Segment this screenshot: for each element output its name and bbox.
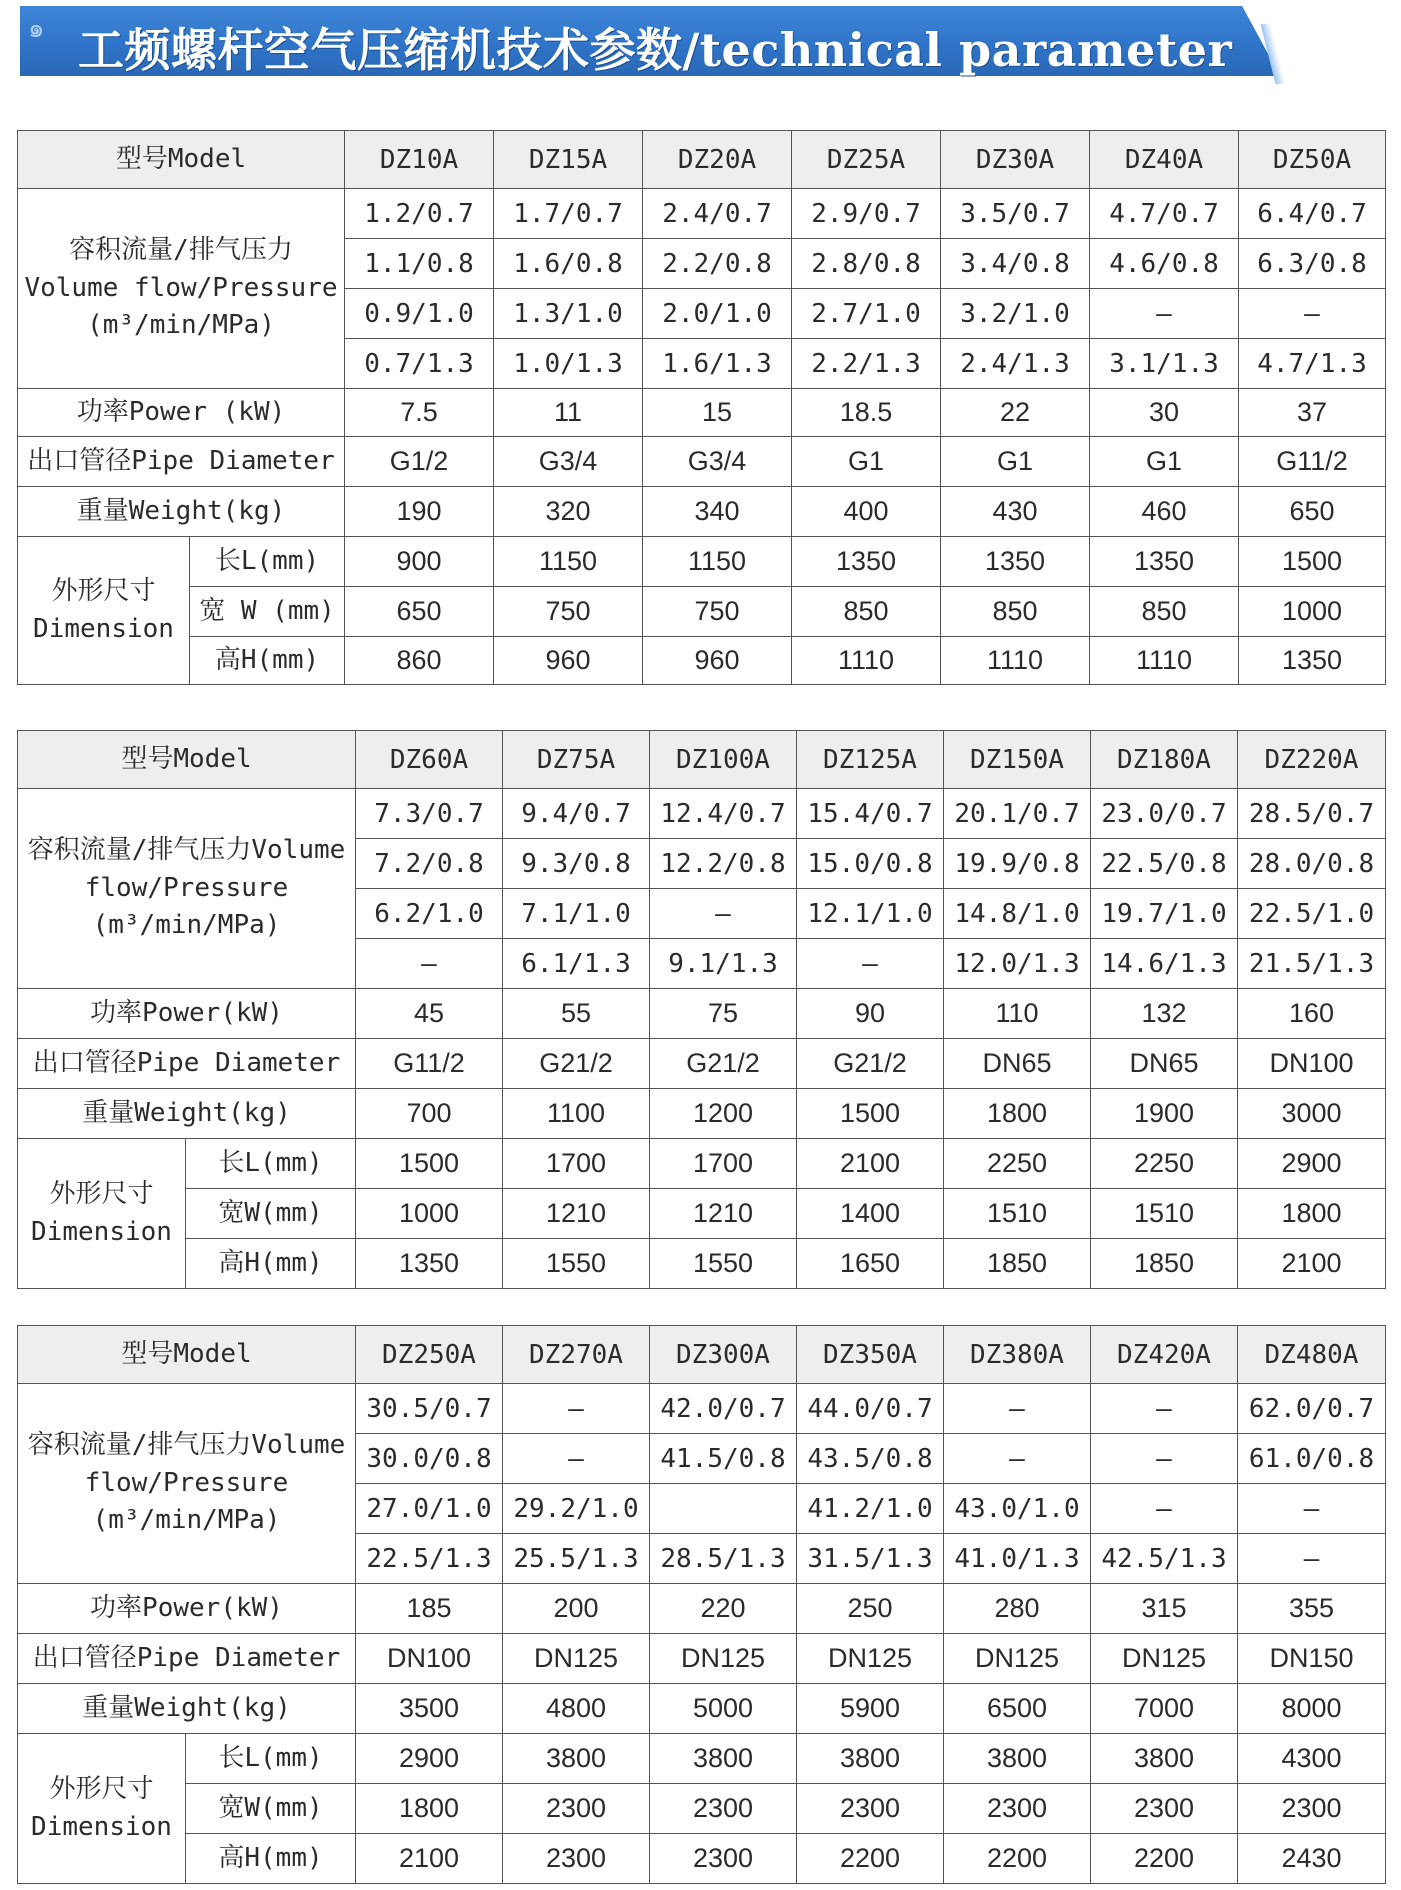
pipe-cell: G1/2: [345, 437, 494, 487]
flow-cell: 28.5/0.7: [1238, 789, 1386, 839]
flow-label: 容积流量/排气压力 Volume flow/Pressure (m³/min/MPa): [18, 189, 345, 389]
model-cell: DZ75A: [503, 731, 650, 789]
model-cell: DZ180A: [1091, 731, 1238, 789]
width-cell: 1210: [503, 1189, 650, 1239]
width-cell: 850: [941, 587, 1090, 637]
power-cell: 280: [944, 1584, 1091, 1634]
pipe-cell: DN65: [1091, 1039, 1238, 1089]
length-label: 长L(mm): [186, 1139, 356, 1189]
flow-cell: 4.7/1.3: [1239, 339, 1386, 389]
model-cell: DZ15A: [494, 131, 643, 189]
spec-table-1: [17, 130, 1386, 685]
weight-label: 重量Weight(kg): [18, 487, 345, 537]
flow-cell: 7.3/0.7: [356, 789, 503, 839]
pipe-cell: G1: [941, 437, 1090, 487]
width-cell: 1800: [356, 1784, 503, 1834]
model-cell: DZ380A: [944, 1326, 1091, 1384]
height-cell: 2430: [1238, 1834, 1386, 1884]
power-cell: 250: [797, 1584, 944, 1634]
length-cell: 2250: [944, 1139, 1091, 1189]
weight-cell: 340: [643, 487, 792, 537]
dimension-label: 外形尺寸 Dimension: [18, 1734, 186, 1884]
width-cell: 2300: [503, 1784, 650, 1834]
flow-cell: 0.9/1.0: [345, 289, 494, 339]
length-cell: 2100: [797, 1139, 944, 1189]
flow-cell: 27.0/1.0: [356, 1484, 503, 1534]
flow-cell: —: [1090, 289, 1239, 339]
model-row: [18, 1326, 1386, 1384]
flow-cell: 12.0/1.3: [944, 939, 1091, 989]
flow-cell: 6.4/0.7: [1239, 189, 1386, 239]
weight-cell: 320: [494, 487, 643, 537]
model-label: 型号Model: [18, 731, 356, 789]
flow-cell: 7.1/1.0: [503, 889, 650, 939]
flow-cell: 23.0/0.7: [1091, 789, 1238, 839]
flow-cell: —: [1238, 1484, 1386, 1534]
flow-cell: 3.1/1.3: [1090, 339, 1239, 389]
model-label: 型号Model: [18, 131, 345, 189]
power-cell: 160: [1238, 989, 1386, 1039]
flow-cell: 41.5/0.8: [650, 1434, 797, 1484]
height-cell: 2200: [797, 1834, 944, 1884]
model-row: [18, 131, 1386, 189]
power-label: 功率Power(kW): [18, 989, 356, 1039]
model-cell: DZ60A: [356, 731, 503, 789]
flow-cell: 2.2/0.8: [643, 239, 792, 289]
width-cell: 1800: [1238, 1189, 1386, 1239]
height-cell: 1350: [1239, 637, 1386, 685]
flow-label: 容积流量/排气压力Volume flow/Pressure (m³/min/MPa): [18, 1384, 356, 1584]
flow-cell: 41.2/1.0: [797, 1484, 944, 1534]
length-cell: 2900: [1238, 1139, 1386, 1189]
flow-cell: 9.3/0.8: [503, 839, 650, 889]
weight-cell: 1100: [503, 1089, 650, 1139]
length-cell: 900: [345, 537, 494, 587]
flow-cell: 2.2/1.3: [792, 339, 941, 389]
power-cell: 11: [494, 389, 643, 437]
flow-cell: 2.7/1.0: [792, 289, 941, 339]
width-cell: 850: [792, 587, 941, 637]
width-cell: 750: [643, 587, 792, 637]
height-cell: 1550: [503, 1239, 650, 1289]
width-cell: 1000: [356, 1189, 503, 1239]
flow-cell: 1.3/1.0: [494, 289, 643, 339]
pipe-label: 出口管径Pipe Diameter: [18, 437, 345, 487]
height-cell: 1110: [792, 637, 941, 685]
pipe-cell: DN125: [1091, 1634, 1238, 1684]
height-cell: 2100: [1238, 1239, 1386, 1289]
flow-cell: —: [1238, 1534, 1386, 1584]
flow-cell: [650, 1484, 797, 1534]
flow-cell: 4.7/0.7: [1090, 189, 1239, 239]
width-row: [18, 1189, 1386, 1239]
dimension-label: 外形尺寸 Dimension: [18, 537, 190, 685]
height-cell: 2100: [356, 1834, 503, 1884]
power-cell: 18.5: [792, 389, 941, 437]
flow-cell: 2.0/1.0: [643, 289, 792, 339]
height-cell: 1110: [941, 637, 1090, 685]
flow-cell: —: [356, 939, 503, 989]
weight-cell: 430: [941, 487, 1090, 537]
flow-cell: 1.6/0.8: [494, 239, 643, 289]
flow-cell: 2.8/0.8: [792, 239, 941, 289]
length-cell: 3800: [650, 1734, 797, 1784]
width-label: 宽 W (mm): [190, 587, 345, 637]
flow-cell: —: [650, 889, 797, 939]
flow-cell: 15.0/0.8: [797, 839, 944, 889]
flow-cell: 3.4/0.8: [941, 239, 1090, 289]
length-cell: 1700: [650, 1139, 797, 1189]
model-row: [18, 731, 1386, 789]
height-cell: 2300: [503, 1834, 650, 1884]
width-label: 宽W(mm): [186, 1189, 356, 1239]
model-cell: DZ250A: [356, 1326, 503, 1384]
width-cell: 2300: [1238, 1784, 1386, 1834]
pipe-cell: G11/2: [1239, 437, 1386, 487]
pipe-cell: DN100: [1238, 1039, 1386, 1089]
height-cell: 1350: [356, 1239, 503, 1289]
flow-cell: 62.0/0.7: [1238, 1384, 1386, 1434]
flow-cell: 20.1/0.7: [944, 789, 1091, 839]
model-cell: DZ220A: [1238, 731, 1386, 789]
width-cell: 1210: [650, 1189, 797, 1239]
height-cell: 860: [345, 637, 494, 685]
weight-cell: 190: [345, 487, 494, 537]
width-cell: 1510: [1091, 1189, 1238, 1239]
flow-cell: 44.0/0.7: [797, 1384, 944, 1434]
weight-cell: 5000: [650, 1684, 797, 1734]
weight-row: [18, 1684, 1386, 1734]
pipe-cell: G1: [1090, 437, 1239, 487]
height-cell: 1550: [650, 1239, 797, 1289]
flow-label: 容积流量/排气压力Volume flow/Pressure (m³/min/MPa): [18, 789, 356, 989]
length-row: [18, 1734, 1386, 1784]
flow-row: [18, 1384, 1386, 1434]
flow-cell: —: [503, 1434, 650, 1484]
pipe-label: 出口管径Pipe Diameter: [18, 1634, 356, 1684]
flow-cell: —: [944, 1384, 1091, 1434]
flow-cell: 2.4/0.7: [643, 189, 792, 239]
power-cell: 185: [356, 1584, 503, 1634]
height-label: 高H(mm): [186, 1239, 356, 1289]
pipe-label: 出口管径Pipe Diameter: [18, 1039, 356, 1089]
pipe-cell: G1: [792, 437, 941, 487]
flow-cell: 1.7/0.7: [494, 189, 643, 239]
weight-cell: 6500: [944, 1684, 1091, 1734]
power-cell: 220: [650, 1584, 797, 1634]
power-cell: 110: [944, 989, 1091, 1039]
length-row: [18, 1139, 1386, 1189]
flow-cell: 29.2/1.0: [503, 1484, 650, 1534]
height-cell: 960: [494, 637, 643, 685]
model-cell: DZ270A: [503, 1326, 650, 1384]
power-row: [18, 1584, 1386, 1634]
power-row: [18, 389, 1386, 437]
flow-cell: 14.6/1.3: [1091, 939, 1238, 989]
flow-cell: 7.2/0.8: [356, 839, 503, 889]
length-cell: 1150: [643, 537, 792, 587]
length-cell: 2250: [1091, 1139, 1238, 1189]
height-row: [18, 1239, 1386, 1289]
model-cell: DZ50A: [1239, 131, 1386, 189]
weight-cell: 1800: [944, 1089, 1091, 1139]
length-cell: 1350: [792, 537, 941, 587]
model-cell: DZ20A: [643, 131, 792, 189]
flow-cell: 2.9/0.7: [792, 189, 941, 239]
power-cell: 15: [643, 389, 792, 437]
height-cell: 1850: [1091, 1239, 1238, 1289]
model-cell: DZ10A: [345, 131, 494, 189]
length-cell: 3800: [944, 1734, 1091, 1784]
weight-cell: 1500: [797, 1089, 944, 1139]
flow-cell: —: [1091, 1484, 1238, 1534]
model-cell: DZ25A: [792, 131, 941, 189]
weight-label: 重量Weight(kg): [18, 1089, 356, 1139]
length-cell: 1500: [1239, 537, 1386, 587]
weight-cell: 700: [356, 1089, 503, 1139]
flow-cell: 19.9/0.8: [944, 839, 1091, 889]
flow-row: [18, 189, 1386, 239]
flow-cell: 30.5/0.7: [356, 1384, 503, 1434]
weight-row: [18, 1089, 1386, 1139]
pipe-cell: DN100: [356, 1634, 503, 1684]
width-row: [18, 587, 1386, 637]
pipe-cell: DN125: [650, 1634, 797, 1684]
flow-cell: 1.2/0.7: [345, 189, 494, 239]
height-row: [18, 637, 1386, 685]
flow-cell: 15.4/0.7: [797, 789, 944, 839]
length-cell: 1150: [494, 537, 643, 587]
cloud-ornament-icon: ๑: [28, 14, 45, 44]
pipe-cell: G21/2: [797, 1039, 944, 1089]
power-cell: 55: [503, 989, 650, 1039]
height-label: 高H(mm): [190, 637, 345, 685]
model-cell: DZ100A: [650, 731, 797, 789]
weight-cell: 5900: [797, 1684, 944, 1734]
power-cell: 22: [941, 389, 1090, 437]
weight-cell: 3500: [356, 1684, 503, 1734]
pipe-cell: G3/4: [494, 437, 643, 487]
length-cell: 3800: [797, 1734, 944, 1784]
length-cell: 2900: [356, 1734, 503, 1784]
model-cell: DZ300A: [650, 1326, 797, 1384]
height-cell: 960: [643, 637, 792, 685]
height-cell: 2200: [1091, 1834, 1238, 1884]
length-cell: 3800: [1091, 1734, 1238, 1784]
length-cell: 1350: [1090, 537, 1239, 587]
flow-cell: 6.3/0.8: [1239, 239, 1386, 289]
pipe-cell: G21/2: [650, 1039, 797, 1089]
power-cell: 200: [503, 1584, 650, 1634]
flow-cell: —: [503, 1384, 650, 1434]
flow-cell: 22.5/0.8: [1091, 839, 1238, 889]
power-row: [18, 989, 1386, 1039]
weight-cell: 1200: [650, 1089, 797, 1139]
model-label: 型号Model: [18, 1326, 356, 1384]
flow-row: [18, 789, 1386, 839]
height-cell: 1110: [1090, 637, 1239, 685]
flow-cell: 43.5/0.8: [797, 1434, 944, 1484]
length-label: 长L(mm): [190, 537, 345, 587]
flow-cell: 41.0/1.3: [944, 1534, 1091, 1584]
power-cell: 75: [650, 989, 797, 1039]
flow-cell: 1.0/1.3: [494, 339, 643, 389]
pipe-cell: DN150: [1238, 1634, 1386, 1684]
power-label: 功率Power (kW): [18, 389, 345, 437]
width-cell: 850: [1090, 587, 1239, 637]
pipe-cell: DN65: [944, 1039, 1091, 1089]
power-cell: 7.5: [345, 389, 494, 437]
flow-cell: 12.1/1.0: [797, 889, 944, 939]
flow-cell: 12.2/0.8: [650, 839, 797, 889]
flow-cell: 22.5/1.3: [356, 1534, 503, 1584]
weight-cell: 3000: [1238, 1089, 1386, 1139]
flow-cell: 4.6/0.8: [1090, 239, 1239, 289]
flow-cell: —: [944, 1434, 1091, 1484]
length-row: [18, 537, 1386, 587]
spec-table-2: [17, 730, 1386, 1289]
weight-cell: 650: [1239, 487, 1386, 537]
weight-cell: 400: [792, 487, 941, 537]
length-label: 长L(mm): [186, 1734, 356, 1784]
flow-cell: 2.4/1.3: [941, 339, 1090, 389]
flow-cell: 25.5/1.3: [503, 1534, 650, 1584]
flow-cell: 6.2/1.0: [356, 889, 503, 939]
flow-cell: 31.5/1.3: [797, 1534, 944, 1584]
length-cell: 3800: [503, 1734, 650, 1784]
flow-cell: 21.5/1.3: [1238, 939, 1386, 989]
pipe-cell: DN125: [797, 1634, 944, 1684]
flow-cell: 19.7/1.0: [1091, 889, 1238, 939]
power-label: 功率Power(kW): [18, 1584, 356, 1634]
pipe-cell: G11/2: [356, 1039, 503, 1089]
pipe-cell: G3/4: [643, 437, 792, 487]
height-cell: 1650: [797, 1239, 944, 1289]
weight-cell: 7000: [1091, 1684, 1238, 1734]
width-row: [18, 1784, 1386, 1834]
model-cell: DZ40A: [1090, 131, 1239, 189]
model-cell: DZ350A: [797, 1326, 944, 1384]
flow-cell: 42.5/1.3: [1091, 1534, 1238, 1584]
flow-cell: 14.8/1.0: [944, 889, 1091, 939]
weight-label: 重量Weight(kg): [18, 1684, 356, 1734]
pipe-cell: G21/2: [503, 1039, 650, 1089]
flow-cell: 3.5/0.7: [941, 189, 1090, 239]
flow-cell: —: [1091, 1434, 1238, 1484]
width-cell: 2300: [650, 1784, 797, 1834]
flow-cell: 12.4/0.7: [650, 789, 797, 839]
height-cell: 1850: [944, 1239, 1091, 1289]
model-cell: DZ125A: [797, 731, 944, 789]
model-cell: DZ150A: [944, 731, 1091, 789]
pipe-row: [18, 437, 1386, 487]
pipe-cell: DN125: [503, 1634, 650, 1684]
power-cell: 90: [797, 989, 944, 1039]
flow-cell: 30.0/0.8: [356, 1434, 503, 1484]
weight-cell: 1900: [1091, 1089, 1238, 1139]
model-cell: DZ420A: [1091, 1326, 1238, 1384]
width-cell: 2300: [944, 1784, 1091, 1834]
page-title: 工频螺杆空气压缩机技术参数/technical parameter: [78, 23, 1233, 77]
width-cell: 2300: [1091, 1784, 1238, 1834]
width-label: 宽W(mm): [186, 1784, 356, 1834]
pipe-cell: DN125: [944, 1634, 1091, 1684]
height-row: [18, 1834, 1386, 1884]
height-label: 高H(mm): [186, 1834, 356, 1884]
flow-cell: 28.0/0.8: [1238, 839, 1386, 889]
width-cell: 650: [345, 587, 494, 637]
flow-cell: 28.5/1.3: [650, 1534, 797, 1584]
length-cell: 1350: [941, 537, 1090, 587]
power-cell: 30: [1090, 389, 1239, 437]
flow-cell: 6.1/1.3: [503, 939, 650, 989]
flow-cell: 61.0/0.8: [1238, 1434, 1386, 1484]
width-cell: 2300: [797, 1784, 944, 1834]
flow-cell: 1.6/1.3: [643, 339, 792, 389]
length-cell: 1700: [503, 1139, 650, 1189]
flow-cell: 1.1/0.8: [345, 239, 494, 289]
power-cell: 37: [1239, 389, 1386, 437]
pipe-row: [18, 1634, 1386, 1684]
pipe-row: [18, 1039, 1386, 1089]
flow-cell: 9.4/0.7: [503, 789, 650, 839]
height-cell: 2200: [944, 1834, 1091, 1884]
weight-cell: 460: [1090, 487, 1239, 537]
power-cell: 355: [1238, 1584, 1386, 1634]
power-cell: 315: [1091, 1584, 1238, 1634]
flow-cell: —: [797, 939, 944, 989]
power-cell: 45: [356, 989, 503, 1039]
width-cell: 1000: [1239, 587, 1386, 637]
flow-cell: —: [1239, 289, 1386, 339]
power-cell: 132: [1091, 989, 1238, 1039]
width-cell: 750: [494, 587, 643, 637]
length-cell: 4300: [1238, 1734, 1386, 1784]
height-cell: 2300: [650, 1834, 797, 1884]
weight-row: [18, 487, 1386, 537]
dimension-label: 外形尺寸 Dimension: [18, 1139, 186, 1289]
flow-cell: 3.2/1.0: [941, 289, 1090, 339]
flow-cell: 42.0/0.7: [650, 1384, 797, 1434]
width-cell: 1510: [944, 1189, 1091, 1239]
weight-cell: 4800: [503, 1684, 650, 1734]
width-cell: 1400: [797, 1189, 944, 1239]
flow-cell: 0.7/1.3: [345, 339, 494, 389]
flow-cell: 43.0/1.0: [944, 1484, 1091, 1534]
flow-cell: 22.5/1.0: [1238, 889, 1386, 939]
flow-cell: —: [1091, 1384, 1238, 1434]
spec-table-3: [17, 1325, 1386, 1884]
model-cell: DZ30A: [941, 131, 1090, 189]
weight-cell: 8000: [1238, 1684, 1386, 1734]
length-cell: 1500: [356, 1139, 503, 1189]
flow-cell: 9.1/1.3: [650, 939, 797, 989]
model-cell: DZ480A: [1238, 1326, 1386, 1384]
